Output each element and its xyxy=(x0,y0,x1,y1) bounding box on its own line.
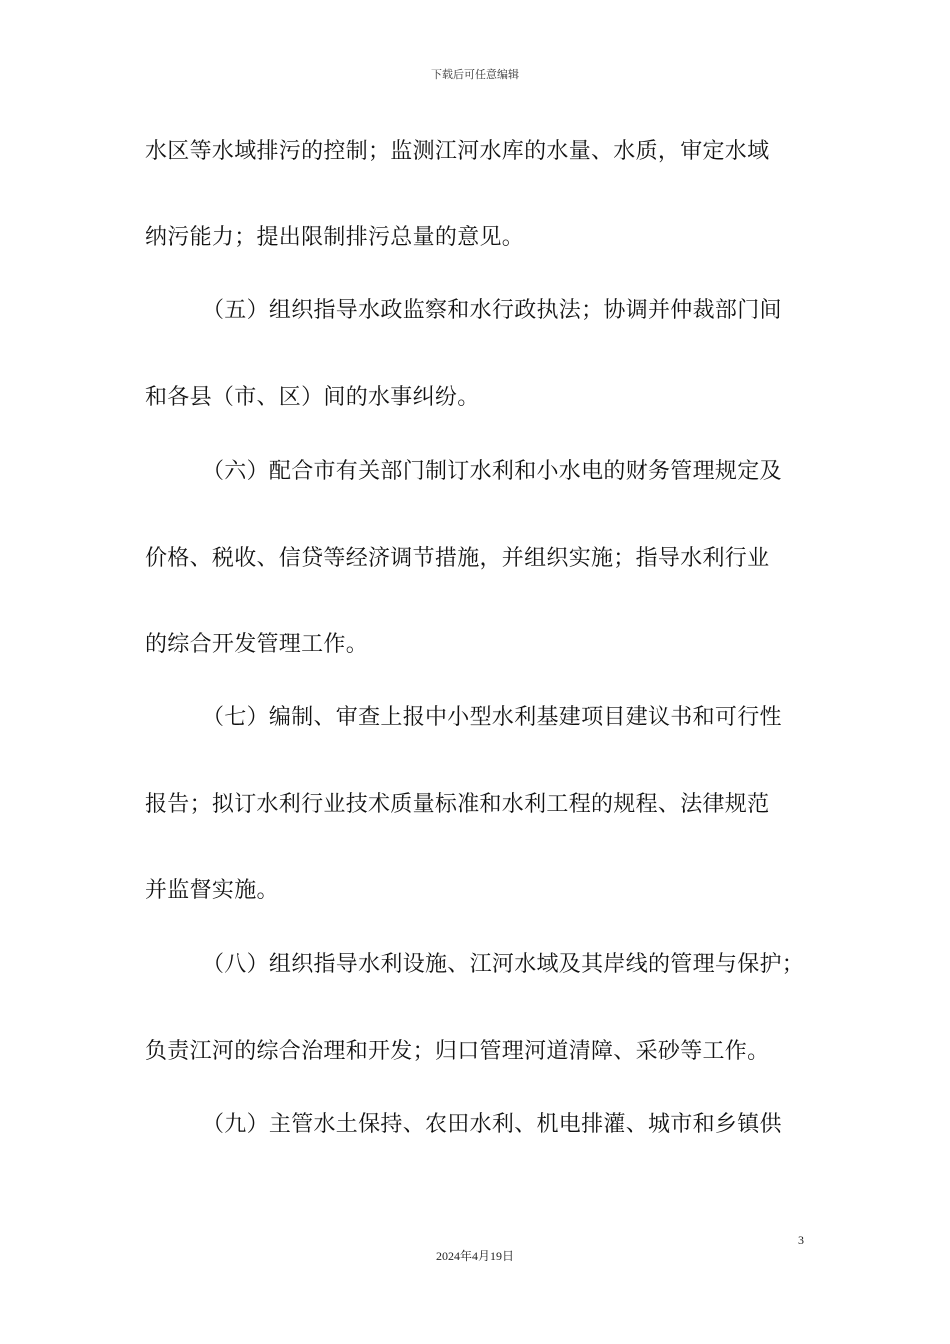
paragraph-line: （七）编制、审查上报中小型水利基建项目建议书和可行性 xyxy=(202,705,782,730)
page-number: 3 xyxy=(798,1233,804,1247)
paragraph-line: 负责江河的综合治理和开发；归口管理河道清障、采砂等工作。 xyxy=(145,1039,770,1064)
paragraph-line: 并监督实施。 xyxy=(145,878,279,903)
paragraph-line: 纳污能力；提出限制排污总量的意见。 xyxy=(145,225,525,250)
paragraph-line: （五）组织指导水政监察和水行政执法；协调并仲裁部门间 xyxy=(202,298,782,323)
paragraph-line: 水区等水域排污的控制；监测江河水库的水量、水质，审定水域 xyxy=(145,139,770,164)
paragraph-line: （九）主管水土保持、农田水利、机电排灌、城市和乡镇供 xyxy=(202,1112,782,1137)
paragraph-line: （八）组织指导水利设施、江河水域及其岸线的管理与保护； xyxy=(202,952,805,977)
paragraph-line: 和各县（市、区）间的水事纠纷。 xyxy=(145,385,480,410)
footer-date: 2024年4月19日 xyxy=(435,1249,514,1263)
paragraph-line: （六）配合市有关部门制订水利和小水电的财务管理规定及 xyxy=(202,459,782,484)
paragraph-line: 报告；拟订水利行业技术质量标准和水利工程的规程、法律规范 xyxy=(145,792,770,817)
page-header: 下载后可任意编辑 xyxy=(431,68,519,81)
paragraph-line: 价格、税收、信贷等经济调节措施，并组织实施；指导水利行业 xyxy=(145,546,770,571)
paragraph-line: 的综合开发管理工作。 xyxy=(145,632,369,657)
